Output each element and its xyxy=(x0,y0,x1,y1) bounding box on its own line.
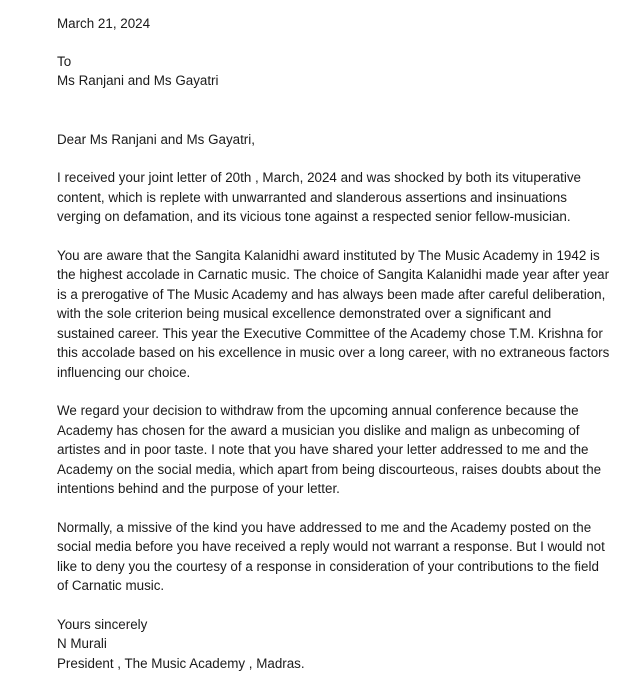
paragraph-4 xyxy=(57,518,632,596)
signatory-title: President , The Music Academy , Madras. xyxy=(57,654,632,673)
paragraph-line: the highest accolade in Carnatic music. The choice of Sangita Kalanidhi made year after year xyxy=(57,265,632,285)
paragraph-3 xyxy=(57,401,632,499)
recipient-block xyxy=(57,52,632,91)
paragraph-line: sustained career. This year the Executive Committee of the Academy chose T.M. Krishna for xyxy=(57,324,632,344)
paragraph-line: of Carnatic music. xyxy=(57,576,632,596)
paragraph-line: content, which is replete with unwarranted and slanderous assertions and insinuations xyxy=(57,188,632,208)
paragraph-line: is a prerogative of The Music Academy and has always been made after careful deliberation, xyxy=(57,285,632,305)
paragraph-line: social media before you have received a reply would not warrant a response. But I would not xyxy=(57,537,632,557)
letter-date: March 21, 2024 xyxy=(57,14,632,34)
paragraph-2 xyxy=(57,246,632,383)
paragraph-line: verging on defamation, and its vicious tone against a respected senior fellow-musician. xyxy=(57,207,632,227)
salutation: Dear Ms Ranjani and Ms Gayatri, xyxy=(57,130,632,150)
paragraph-line: Academy has chosen for the award a musician you dislike and malign as unbecoming of xyxy=(57,421,632,441)
paragraph-line: like to deny you the courtesy of a response in consideration of your contributions to the field xyxy=(57,557,632,577)
closing: Yours sincerely xyxy=(57,615,632,635)
paragraph-line: intentions behind and the purpose of your letter. xyxy=(57,479,632,499)
paragraph-line: I received your joint letter of 20th , March, 2024 and was shocked by both its vituperative xyxy=(57,168,632,188)
paragraph-line: with the sole criterion being musical excellence demonstrated over a significant and xyxy=(57,304,632,324)
paragraph-1 xyxy=(57,168,632,227)
paragraph-line: Normally, a missive of the kind you have addressed to me and the Academy posted on the xyxy=(57,518,632,538)
paragraph-line: influencing our choice. xyxy=(57,363,632,383)
paragraph-line: We regard your decision to withdraw from the upcoming annual conference because the xyxy=(57,401,632,421)
letter xyxy=(57,14,632,673)
signatory-name: N Murali xyxy=(57,634,632,654)
to-label: To xyxy=(57,52,632,72)
paragraph-line: artistes and in poor taste. I note that you have shared your letter addressed to me and the xyxy=(57,440,632,460)
signature-block xyxy=(57,615,632,673)
paragraph-line: Academy on the social media, which apart from being discourteous, raises doubts about the xyxy=(57,460,632,480)
paragraph-line: this accolade based on his excellence in music over a long career, with no extraneous factors xyxy=(57,343,632,363)
paragraph-line: You are aware that the Sangita Kalanidhi award instituted by The Music Academy in 1942 is xyxy=(57,246,632,266)
recipients: Ms Ranjani and Ms Gayatri xyxy=(57,71,632,91)
